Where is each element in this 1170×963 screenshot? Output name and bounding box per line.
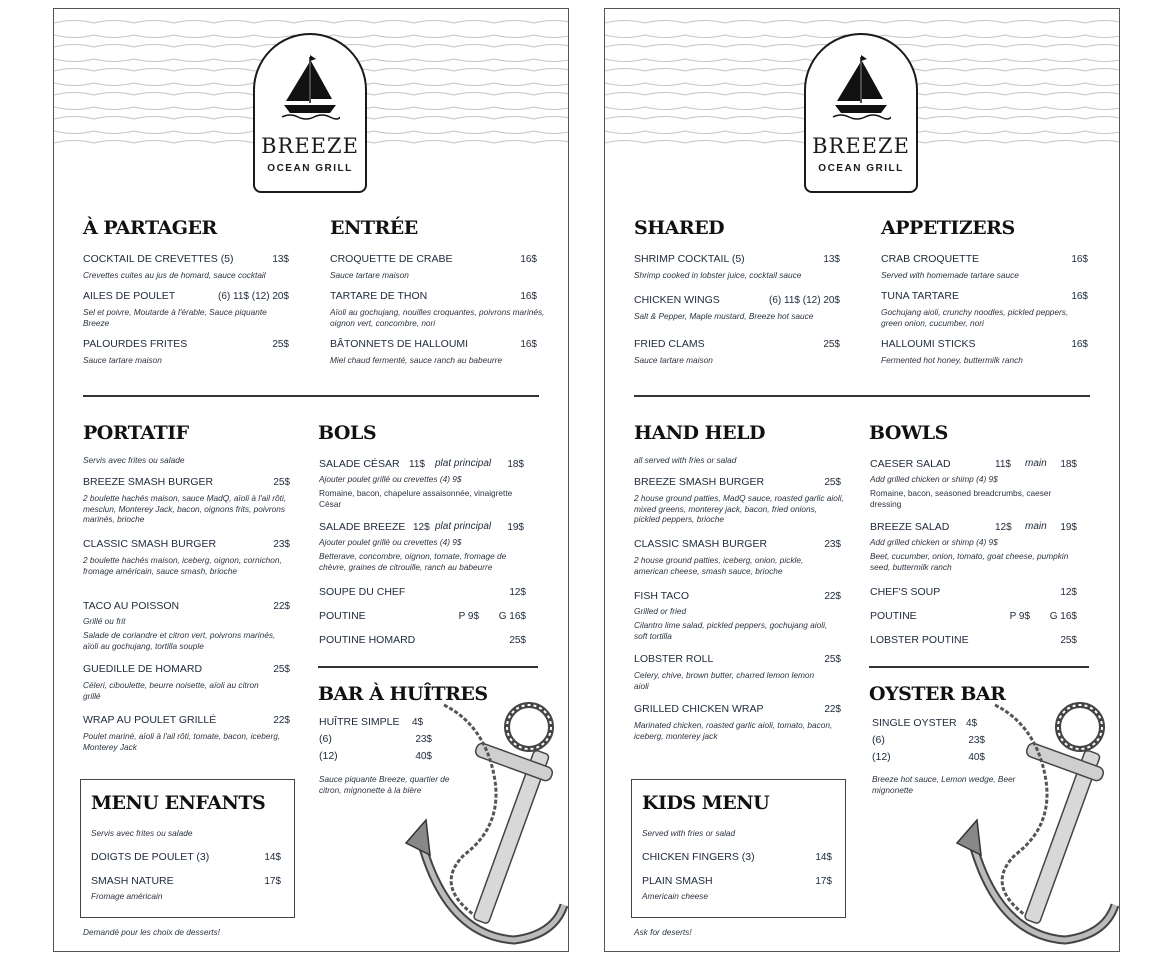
menu-item-price: (6) 11$ (12) 20$ [218,291,289,302]
menu-item-description: Romaine, bacon, chapelure assaisonnée, vinaigrette César [319,488,513,509]
menu-item-note: Add grilled chicken or shimp (4) 9$ [870,537,998,547]
menu-item-description: 2 house ground patties, iceberg, onion, pickle, american cheese, smash sauce, brioche [634,555,804,576]
menu-item-price: G 16$ [498,611,526,622]
section-title-appetizers: APPETIZERS [881,217,1015,239]
menu-item-price: 18$ [1060,459,1077,470]
menu-item-description: Sauce tartare maison [330,270,409,280]
menu-item-price: 14$ [815,852,832,863]
menu-item-description: Fermented hot honey, buttermilk ranch [881,355,1023,365]
section-divider [634,395,1090,397]
menu-item-note: Ajouter poulet grillé ou crevettes (4) 9$ [319,537,462,547]
menu-item-price: 25$ [824,654,841,665]
menu-item-price: 25$ [1060,635,1077,646]
menu-item-description: Breeze hot sauce, Lemon wedge, Beer mignonette [872,774,1016,795]
menu-item-description: Gochujang aioli, crunchy noodles, pickled peppers, green onion, cucumber, nori [881,307,1069,328]
menu-item-description: Sauce tartare maison [83,355,162,365]
menu-item-description: Marinated chicken, roasted garlic aioli, tomato, bacon, iceberg, monterey jack [634,720,833,741]
menu-item-price: 11$ [409,459,425,470]
menu-item-price: (6) 11$ (12) 20$ [769,295,840,306]
menu-item-name: COCKTAIL DE CREVETTES (5) [83,253,234,265]
section-title-portatif: PORTATIF [83,422,189,444]
section-subtitle: all served with fries or salad [634,455,737,465]
section-divider [869,666,1089,668]
menu-item-name: CHICKEN FINGERS (3) [642,851,755,863]
section-subtitle: Servis avec frites ou salade [91,828,193,838]
menu-item-price: 23$ [273,539,290,550]
main-label: main [1025,458,1047,469]
menu-item-note: Grillé ou frit [83,616,126,626]
menu-item-name: BÂTONNETS DE HALLOUMI [330,338,469,350]
menu-item-price: 12$ [509,587,526,598]
menu-item-price: 4$ [412,717,424,728]
menu-item-description: Crevettes cuites au jus de homard, sauce cocktail [83,270,266,280]
section-title-shared: SHARED [634,217,725,239]
menu-item-description: Salt & Pepper, Maple mustard, Breeze hot sauce [634,311,814,321]
menu-item-price: 22$ [824,704,841,715]
menu-item-price: 17$ [815,876,832,887]
menu-item-name: GRILLED CHICKEN WRAP [634,703,764,715]
menu-item-name: SMASH NATURE [91,875,174,887]
menu-item-name: (6) [872,734,885,746]
menu-item-name: DOIGTS DE POULET (3) [91,851,210,863]
menu-item-name: SOUPE DU CHEF [319,586,406,598]
section-title-bar: BAR À HUÎTRES [318,683,488,705]
menu-item-price: 16$ [1071,254,1088,265]
section-subtitle: Servis avec frites ou salade [83,455,185,465]
menu-item-description: 2 boulette hachés maison, sauce MadQ, aïoli à l'ail rôti, mesclun, Monterey Jack, bacon, oignons frits, poivrons marinés, brioche [83,493,287,524]
menu-item-note: Grilled or fried [634,606,687,616]
menu-item-price: 23$ [824,539,841,550]
menu-item-price: 13$ [823,254,840,265]
menu-item-price: 40$ [415,751,432,762]
menu-item-name: LOBSTER POUTINE [870,634,969,646]
main-label: main [1025,521,1047,532]
menu-item-description: Miel chaud fermenté, sauce ranch au babeurre [330,355,503,365]
menu-item-description: 2 boulette hachés maison, iceberg, oignon, cornichon, fromage américain, sauce smash, brioche [83,555,282,576]
menu-item-name: CLASSIC SMASH BURGER [83,538,217,550]
menu-item-name: CROQUETTE DE CRABE [330,253,453,265]
menu-item-name: BREEZE SALAD [870,521,950,533]
menu-item-description: Salade de coriandre et citron vert, poivrons marinés, aïoli au gochujang, tortilla souple [83,630,276,651]
menu-item-description: Celery, chive, brown butter, charred lemon lemon aioli [634,670,815,691]
main-label: plat principal [435,458,492,469]
sailboat-icon [831,51,891,121]
menu-item-name: CLASSIC SMASH BURGER [634,538,768,550]
menu-item-name: (12) [319,750,338,762]
menu-item-price: G 16$ [1049,611,1077,622]
menu-item-price: 11$ [995,459,1011,470]
menu-item-price: 25$ [273,477,290,488]
menu-item-name: PLAIN SMASH [642,875,713,887]
kids-menu-box [631,779,846,918]
restaurant-logo [253,33,367,193]
section-divider [318,666,538,668]
menu-item-name: WRAP AU POULET GRILLÉ [83,714,217,726]
menu-item-name: POUTINE HOMARD [319,634,416,646]
menu-item-price: P 9$ [1009,611,1030,622]
menu-item-name: (6) [319,733,332,745]
menu-item-price: 25$ [509,635,526,646]
menu-item-price: 23$ [968,735,985,746]
menu-item-price: 12$ [413,522,430,533]
menu-item-price: 13$ [272,254,289,265]
menu-item-description: Céleri, ciboulette, beurre noisette, aïoli au citron grillé [83,680,259,701]
section-subtitle: Served with fries or salad [642,828,736,838]
menu-item-description: 2 house ground patties, MadQ sauce, roasted garlic aioli, mixed greens, monterey jack, bacon, fried onions, pickled peppers, brioche [634,493,844,524]
menu-item-name: PALOURDES FRITES [83,338,188,350]
menu-item-price: 16$ [520,339,537,350]
menu-item-description: Romaine, bacon, seasoned breadcrumbs, caeser dressing [870,488,1052,509]
logo-subtitle: OCEAN GRILL [818,163,904,174]
menu-item-name: LOBSTER ROLL [634,653,714,665]
menu-item-price: 16$ [520,291,537,302]
menu-item-price: 16$ [1071,291,1088,302]
menu-item-name: HUÎTRE SIMPLE [319,716,400,728]
menu-item-description: Cilantro lime salad, pickled peppers, gochujang aioli, soft tortilla [634,620,828,641]
menu-item-name: SALADE CÉSAR [319,458,400,470]
menu-item-price: 23$ [415,734,432,745]
section-title-bar: OYSTER BAR [869,683,1006,705]
menu-item-description: Shrimp cooked in lobster juice, cocktail sauce [634,270,802,280]
menu-page-french [53,8,569,952]
menu-item-description: Sel et poivre, Moutarde à l'érable, Sauce piquante Breeze [83,307,267,328]
footer-note: Demandé pour les choix de desserts! [83,927,220,937]
menu-item-price: 25$ [272,339,289,350]
section-title-kids: KIDS MENU [642,792,770,814]
menu-item-name: SHRIMP COCKTAIL (5) [634,253,745,265]
menu-item-name: POUTINE [870,610,917,622]
section-title-handheld: HAND HELD [634,422,765,444]
menu-item-description: Americain cheese [642,891,708,901]
section-title-entree: ENTRÉE [330,217,418,239]
sailboat-icon [280,51,340,121]
menu-item-description: Fromage américain [91,891,163,901]
menu-item-name: BREEZE SMASH BURGER [83,476,214,488]
menu-item-description: Beet, cucumber, onion, tomato, goat cheese, pumpkin seed, buttermilk ranch [870,551,1069,572]
logo-name: BREEZE [812,134,910,158]
section-title-kids: MENU ENFANTS [91,792,266,814]
footer-note: Ask for deserts! [634,927,692,937]
menu-item-note: Ajouter poulet grillé ou crevettes (4) 9$ [319,474,462,484]
section-divider [83,395,539,397]
menu-item-price: 17$ [264,876,281,887]
wave-line [605,21,1120,24]
menu-item-price: 22$ [273,601,290,612]
menu-item-price: P 9$ [458,611,479,622]
section-title-partager: À PARTAGER [83,217,217,239]
menu-item-name: SINGLE OYSTER [872,717,957,729]
menu-page-english [604,8,1120,952]
menu-item-price: 12$ [1060,587,1077,598]
menu-item-name: CRAB CROQUETTE [881,253,980,265]
menu-item-name: CHEF'S SOUP [870,586,941,598]
menu-item-description: Served with homemade tartare sauce [881,270,1019,280]
menu-item-price: 12$ [995,522,1012,533]
main-label: plat principal [435,521,492,532]
menu-item-price: 25$ [823,339,840,350]
menu-item-price: 19$ [507,522,524,533]
menu-item-name: HALLOUMI STICKS [881,338,976,350]
menu-item-description: Sauce tartare maison [634,355,713,365]
menu-item-price: 16$ [1071,339,1088,350]
section-title-bowls: BOWLS [869,422,948,444]
menu-item-price: 16$ [520,254,537,265]
menu-item-name: TUNA TARTARE [881,290,959,302]
section-title-bols: BOLS [318,422,377,444]
menu-item-name: (12) [872,751,891,763]
wave-line [54,21,569,24]
menu-item-price: 25$ [273,664,290,675]
logo-name: BREEZE [261,134,359,158]
menu-item-description: Betterave, concombre, oignon, tomate, fromage de chèvre, graines de citrouille, ranch au babeurre [319,551,507,572]
menu-item-price: 22$ [273,715,290,726]
kids-menu-box [80,779,295,918]
menu-item-name: GUEDILLE DE HOMARD [83,663,203,675]
menu-item-price: 19$ [1060,522,1077,533]
menu-item-price: 25$ [824,477,841,488]
menu-item-name: AILES DE POULET [83,290,176,302]
restaurant-logo [804,33,918,193]
menu-item-price: 18$ [507,459,524,470]
logo-subtitle: OCEAN GRILL [267,163,353,174]
menu-item-name: TACO AU POISSON [83,600,180,612]
menu-item-name: TARTARE DE THON [330,290,428,302]
menu-item-price: 22$ [824,591,841,602]
menu-item-name: CAESER SALAD [870,458,951,470]
menu-item-price: 40$ [968,752,985,763]
menu-item-name: POUTINE [319,610,366,622]
menu-item-price: 14$ [264,852,281,863]
menu-item-name: FRIED CLAMS [634,338,705,350]
menu-item-description: Aïoli au gochujang, nouilles croquantes, poivrons marinés, oignon vert, concombre, nori [330,307,545,328]
menu-item-price: 4$ [966,718,978,729]
menu-item-note: Add grilled chicken or shimp (4) 9$ [870,474,998,484]
menu-item-name: CHICKEN WINGS [634,294,720,306]
menu-item-name: SALADE BREEZE [319,521,406,533]
menu-item-name: FISH TACO [634,590,690,602]
menu-item-name: BREEZE SMASH BURGER [634,476,765,488]
menu-item-description: Poulet mariné, aïoli à l'ail rôti, tomate, bacon, iceberg, Monterey Jack [83,731,281,752]
menu-item-description: Sauce piquante Breeze, quartier de citron, mignonette à la bière [319,774,450,795]
